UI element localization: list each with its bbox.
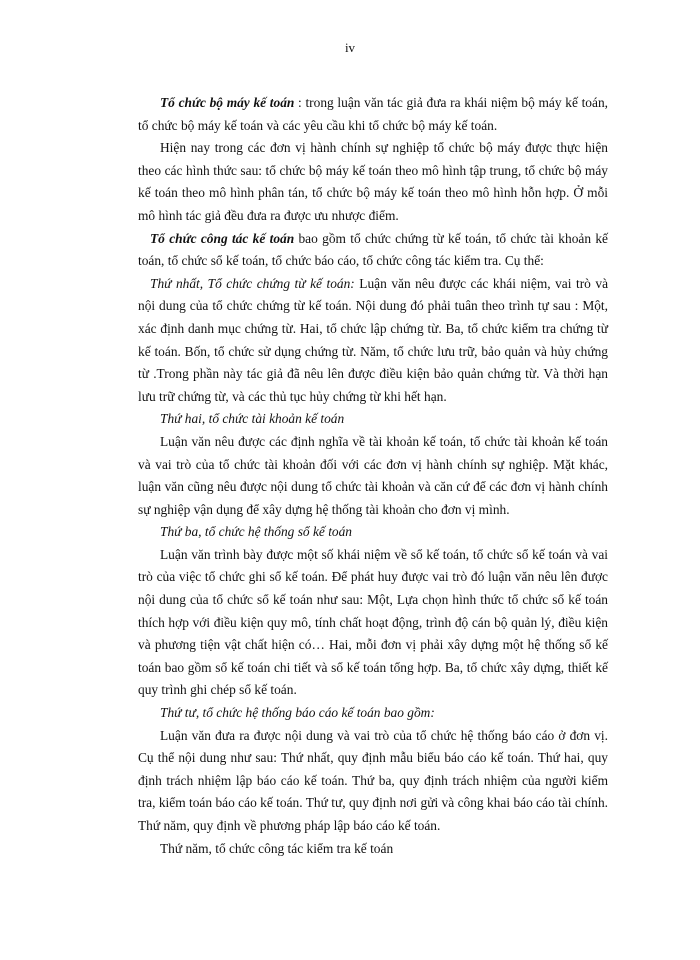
paragraph-accounting-work	[138, 228, 608, 273]
heading-accounts: Thứ hai, tổ chức tài khoản kế toán	[160, 411, 345, 427]
paragraph-inspection	[138, 838, 608, 861]
document-body	[138, 92, 608, 860]
paragraph-ledgers	[138, 544, 608, 702]
paragraph-organization-models	[138, 137, 608, 227]
paragraph-text: Luận văn nêu được các khái niệm, vai trò và nội dung của tổ chức chứng từ kế toán. Nội dung đó phải tuân theo trình tự sau : Một, xác định danh mục chứng từ. Hai, tổ chức lập chứng từ. Ba, tổ chức kiểm tra chứng từ kế toán. Bốn, tổ chức sử dụng chứng từ. Năm, tổ chức lưu trữ, bảo quản và hủy chứng từ .Trong phần này tác giả đã nêu lên được điều kiện bảo quản chứng từ. Và thời hạn lưu trữ chứng từ, và các thủ tục hủy chứng từ khi hết hạn.	[138, 275, 609, 404]
heading-ledgers: Thứ ba, tổ chức hệ thống sổ kế toán	[160, 524, 353, 540]
paragraph-text: : trong luận văn tác giả đưa ra khái niệm bộ máy kế toán, tổ chức bộ máy kế toán và các yêu cầu khi tổ chức bộ máy kế toán.	[138, 95, 608, 133]
paragraph-text: Luận văn đưa ra được nội dung và vai trò của tổ chức hệ thống báo cáo ở đơn vị. Cụ thể nội dung như sau: Thứ nhất, quy định mẫu biểu báo cáo kế toán. Thứ hai, quy định trách nhiệm lập báo cáo kế toán. Thứ ba, quy định trách nhiệm của người kiểm tra, kiểm toán báo cáo kế toán. Thứ tư, quy định nơi gửi và công khai báo cáo tài chính. Thứ năm, quy định về phương pháp lập báo cáo kế toán.	[138, 727, 608, 833]
paragraph-text: bao gồm tổ chức chứng từ kế toán, tổ chức tài khoản kế toán, tổ chức sổ kế toán, tổ chức báo cáo, tổ chức công tác kiểm tra. Cụ thể:	[138, 230, 608, 269]
paragraph-lead: Tổ chức công tác kế toán	[150, 230, 295, 246]
page-number: iv	[344, 40, 356, 55]
paragraph-lead: Thứ nhất, Tổ chức chứng từ kế toán:	[150, 275, 355, 291]
paragraph-text: Thứ năm, tổ chức công tác kiểm tra kế toán	[160, 840, 394, 856]
paragraph-text: Luận văn nêu được các định nghĩa về tài khoản kế toán, tổ chức tài khoản kế toán và vai trò của tổ chức tài khoản đối với các đơn vị hành chính sự nghiệp. Mặt khác, luận văn cũng nêu được nội dung tổ chức tài khoản và căn cứ để các đơn vị hành chính sự nghiệp vận dụng để xây dựng hệ thống tài khoản cho đơn vị mình.	[138, 433, 608, 517]
paragraph-text: Luận văn trình bày được một số khái niệm về sổ kế toán, tổ chức sổ kế toán và vai trò của việc tổ chức ghi sổ kế toán. Để phát huy được vai trò đó luận văn nêu lên được nội dung của tổ chức sổ kế toán như sau: Một, Lựa chọn hình thức tổ chức sổ kế toán thích hợp với điều kiện quy mô, tính chất hoạt động, trình độ cán bộ quản lý, điều kiện và phương tiện vật chất hiện có… Hai, mỗi đơn vị phải xây dựng một hệ thống sổ kế toán bao gồm sổ kế toán chi tiết và sổ kế toán tổng hợp. Ba, tổ chức xây dựng, thiết kế quy trình ghi chép sổ kế toán.	[138, 546, 608, 698]
paragraph-lead: Tổ chức bộ máy kế toán	[160, 95, 295, 110]
paragraph-text: Hiện nay trong các đơn vị hành chính sự nghiệp tổ chức bộ máy được thực hiện theo các hình thức sau: tổ chức bộ máy kế toán theo mô hình tập trung, tổ chức bộ máy kế toán theo mô hình phân tán, tổ chức bộ máy kế toán theo mô hình hỗn hợp. Ở mỗi mô hình tác giả đều đưa ra được ưu nhược điểm.	[138, 140, 608, 223]
paragraph-accounting-apparatus	[138, 92, 608, 137]
paragraph-reports	[138, 725, 608, 838]
paragraph-accounts	[138, 431, 608, 521]
paragraph-vouchers	[138, 273, 608, 409]
heading-reports: Thứ tư, tổ chức hệ thống báo cáo kế toán bao gồm:	[160, 705, 435, 721]
